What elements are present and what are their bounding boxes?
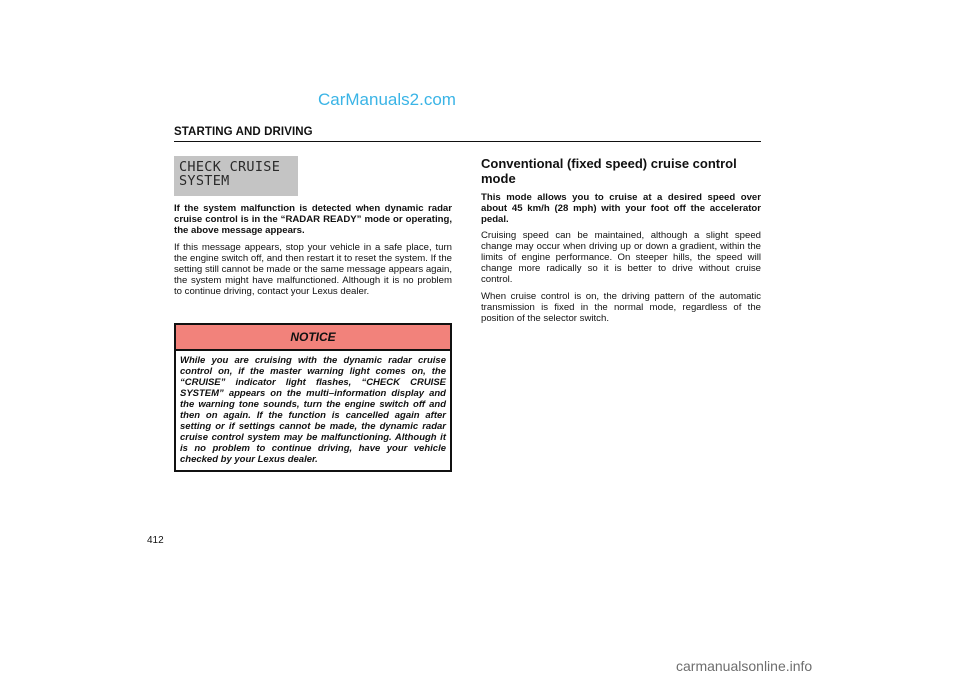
conventional-mode-lead: This mode allows you to cruise at a desired speed over about 45 km/h (28 mph) with your foot off the accelerator pedal. xyxy=(481,192,761,225)
left-column xyxy=(174,203,452,297)
conventional-mode-paragraph-2: When cruise control is on, the driving pattern of the automatic transmission is fixed in the normal mode, regardless of the position of the selector switch. xyxy=(481,291,761,324)
notice-text: While you are cruising with the dynamic radar cruise control on, if the master warning light comes on, the “CRUISE” indicator light flashes, “CHECK CRUISE SYSTEM” appears on the multi–information display and the warning tone sounds, turn the engine switch off and then on again. If the function is cancelled again after setting or if settings cannot be made, the dynamic radar cruise control system may be malfunctioning. Although it is no problem to continue driving, have your vehicle checked by your Lexus dealer. xyxy=(180,355,446,465)
section-header: STARTING AND DRIVING xyxy=(174,126,313,138)
malfunction-body-paragraph: If this message appears, stop your vehicle in a safe place, turn the engine switch off, and then restart it to reset the system. If the setting still cannot be made or the same message appears again, the system might have malfunctioned. Although it is no problem to continue driving, contact your Lexus dealer. xyxy=(174,242,452,297)
check-cruise-display-image xyxy=(174,156,298,196)
page-number: 412 xyxy=(147,535,164,546)
watermark-carmanuals2[interactable]: CarManuals2.com xyxy=(318,90,456,109)
display-line-2: SYSTEM xyxy=(179,173,230,189)
notice-title: NOTICE xyxy=(176,325,450,351)
conventional-mode-paragraph-1: Cruising speed can be maintained, although a slight speed change may occur when driving up or down a gradient, within the limits of engine performance. On steeper hills, the speed will change more radically so it is better to drive without cruise control. xyxy=(481,230,761,285)
display-line-1: CHECK CRUISE xyxy=(179,159,281,175)
watermark-carmanualsonline[interactable]: carmanualsonline.info xyxy=(676,658,813,674)
right-column xyxy=(481,156,761,330)
malfunction-lead-paragraph: If the system malfunction is detected when dynamic radar cruise control is in the “RADAR READY” mode or operating, the above message appears. xyxy=(174,203,452,236)
notice-box xyxy=(174,323,452,472)
conventional-mode-heading: Conventional (fixed speed) cruise control mode xyxy=(481,156,737,186)
header-rule xyxy=(174,141,761,142)
